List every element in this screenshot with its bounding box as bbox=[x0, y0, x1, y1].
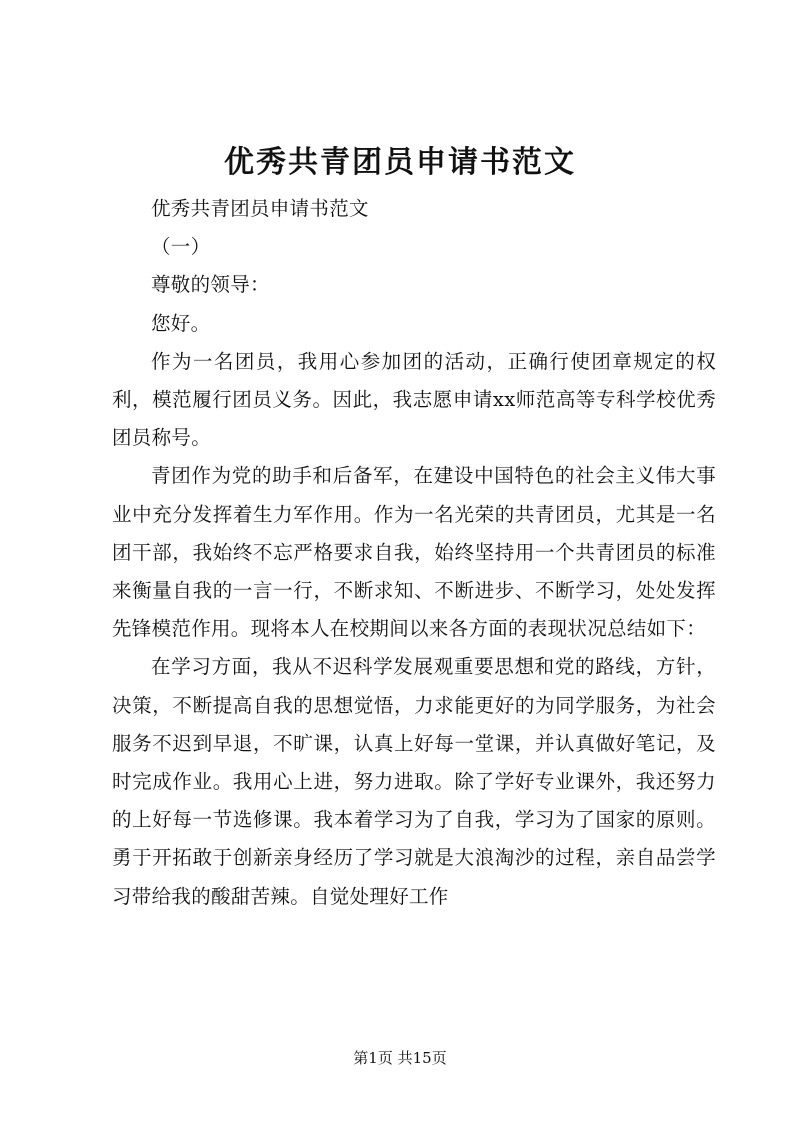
document-title: 优秀共青团员申请书范文 bbox=[224, 145, 576, 180]
page-footer: 第1页 共15页 bbox=[353, 1049, 447, 1067]
paragraph-salutation: 尊敬的领导： bbox=[151, 273, 270, 297]
paragraph-greeting: 您好。 bbox=[151, 311, 211, 335]
document-body bbox=[112, 190, 716, 916]
paragraph-subtitle: 优秀共青团员申请书范文 bbox=[151, 197, 369, 220]
paragraph-section-number: （一） bbox=[151, 235, 211, 259]
paragraph-study: 在学习方面，我从不迟科学发展观重要思想和党的路线，方针，决策，不断提高自我的思想觉悟，力求能更好的为同学服务，为社会服务不迟到早退，不旷课，认真上好每一堂课，并认真做好笔记，及时完成作业。我用心上进，努力进取。除了学好专业课外，我还努力的上好每一节选修课。我本着学习为了自我，学习为了国家的原则。勇于开拓敢于创新亲身经历了学习就是大浪淘沙的过程，亲自品尝学习带给我的酸甜苦辣。自觉处理好工作 bbox=[112, 655, 716, 908]
paragraph-league-role: 青团作为党的助手和后备军，在建设中国特色的社会主义伟大事业中充分发挥着生力军作用。作为一名光荣的共青团员，尤其是一名团干部，我始终不忘严格要求自我，始终坚持用一个共青团员的标准来衡量自我的一言一行，不断求知、不断进步、不断学习，处处发挥先锋模范作用。现将本人在校期间以来各方面的表现状况总结如下： bbox=[112, 464, 716, 641]
paragraph-application: 作为一名团员，我用心参加团的活动，正确行使团章规定的权利，模范履行团员义务。因此，我志愿申请xx师范高等专科学校优秀团员称号。 bbox=[112, 349, 716, 450]
